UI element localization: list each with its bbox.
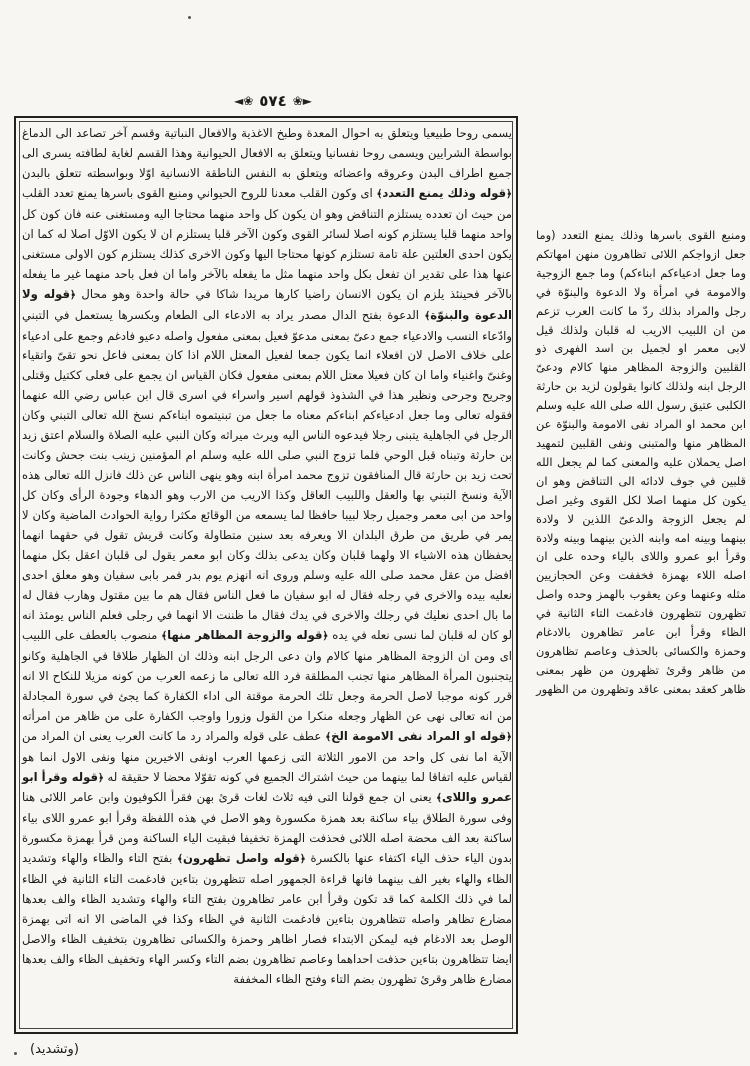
- commentary-text: الدعوة بفتح الدال مصدر يراد به الادعاء الى الطعام وبكسرها يستعمل في التبني وادّعاء النسب والادعياء جمع دعىّ بمعنى مدعوّ فعيل بمعنى مفعول واصله دعيو فادغم وجمع على ادعياء على خلاف الاصل لان افعلاء انما يكون جمعا لفعيل المعتل اللام اذا كان بمعنى فاعل نحو تقىّ واتقياء وغنىّ واغنياء واما ان كان فعيلا معتل اللام بمعنى مفعول فكان القياس ان يجمع على فعلى ككتيل وقتلى وجريح وجرحى ونظير هذا في الشذوذ قولهم اسير واسراء في اسرى قال ابن عباس رضي الله عنهما فقوله تعالى وما جعل ادعياءكم ابناءكم معناه ما جعل من تبنيتموه ابناءكم نسخ الله تعالى التبني وكان الرجل في الجاهلية يتبنى رجلا فيدعوه الناس اليه ويرث ميراثه وكان النبي عليه الصلاة والسلام اعتق زيد بن حارثة وتبناه قبل الوحي فلما تزوج النبي صلى الله عليه وسلم ام المؤمنين زينب بنت جحش وكانت تحت زيد بن حارثة قال المنافقون تزوج محمد امرأة ابنه وهو ينهى الناس عن ذلك فانزل الله تعالى هذه الآية ونسخ التبني بها والعقل واللبيب العاقل وكذا الاريب من الارب وهو الدهاء وجودة الرأى وكان كل واحد من ابى معمر وجميل رجلا لبيبا حافظا لما يسمعه من الوقائع مكثرا رواية الحوادث الماضية وكان لا يمر في طريق من طرق البلدان الا ويعرفه بعد سنين متطاولة وكانت قريش تقول في حقهما انهما يحفظان هذه الاشياء الا ولهما قلبان وكان يدعى بذلك وكان ابو معمر يقول لى قلبان اعقل بكل منهما افضل من عقل محمد صلى الله عليه وسلم وروى انه انهزم يوم بدر فمر بابى سفيان وهو معلق احدى نعليه بيده والاخرى في رجله فقال له ابو سفيان ما فعل الناس فقال هم ما بين مقتول وهارب فقال له ما بال احدى نعليك في رجلك والاخرى في يدك فقال ما ظننت الا انهما في رجلى فعلم الناس يومئذ انه لو كان له قلبان لما نسى نعله في يده: [22, 307, 513, 642]
- margin-base-text: [536, 226, 746, 699]
- commentary-text: منصوب بالعطف على اللبيب اى ومن ان الزوجة المظاهر منها كالام وان دعى الرجل ابنه وذلك ان الظهار طلاقا في الجاهلية وكانو يتجنبون المرأة المظاهر منها تجنب المطلقة فرد الله تعالى ما زعمه العرب من كونه مزيلا للنكاح الا انه قرر كونه موجبا لاصل الحرمة وجعل تلك الحرمة موقتة الى اداء الكفارة كما يجئ في سورة المجادلة من انه تعالى نهى عن الظهار وجعله منكرا من القول وزورا واوجب الكفارة على من ظاهر من امرأته: [22, 627, 512, 723]
- commentary-text: اى وكون القلب معدنا للروح الحيواني ومنبع القوى باسرها يمنع تعدد القلب من حيث ان تعدده يستلزم التناقض وهو ان يكون كل واحد منهما محتاجا اليه ومستغنى عنه فان كون كل واحد منهما قلبا يستلزم كونه اصلا لسائر القوى وكون الآخر قلبا يستلزم ان لا يكون الاوّل اصلا له كما ان يكون احدى العلتين علة تامة تستلزم كونها محتاجا اليها وكون الاخرى كذلك يستلزم كون الاولى مستغنى عنها هذا على تقدير ان تفعل بكل واحد منهما مثل ما يفعله بالآخر واما ان فعل باحد منهما غير ما يفعله بالآخر فحينئذ يلزم ان يكون الانسان راضيا كارها مريدا شاكا في حالة واحدة وهو محال: [22, 185, 513, 301]
- margin-paragraph: ومنبع القوى باسرها وذلك يمنع التعدد (وما جعل ازواجكم اللائى تظاهرون منهن امهاتكم وما جعل ادعياءكم ابناءكم) وما جمع الزوجية والامومة في امرأة ولا الدعوة والبنوّة في رجل والمراد بذلك ردّ ما كانت العرب تزعم من ان اللبيب الاريب له قلبان ولذلك قيل لابى معمر او لجميل بن اسد الفهرى ذو القلبين والزوجة المظاهر منها كالام ودعىّ الرجل ابنه ولذلك كانوا يقولون لزيد بن حارثة الكلبى عتيق رسول الله صلى الله عليه وسلم ابن محمد او المراد نفى الامومة والبنوّة عن المظاهر منها والمتبنى ونفى القلبين لتمهيد اصل يحملان عليه والمعنى كما لم يجعل الله قلبين في جوف لادائه الى التناقض وهو ان يكون كل منهما اصلا لكل القوى وغير اصل لم يجعل الزوجة والدعىّ اللذين لا ولادة بينهما وبينه امه وابنه الذين بينهما وبينه ولادة وقرأ ابو عمرو واللاى بالياء وحده على ان اصله اللاء بهمزة فخففت وعن الحجازيين مثله وعنهما وعن يعقوب بالهمز وحده واصل تظهرون تتظهرون فادغمت التاء الثانية في الظاء وقرأ ابن عامر تظاهرون بالادغام وحمزة والكسائى بالحذف وعاصم تظاهرون من ظاهر وقرئ تظهرون من ظهر بمعنى ظاهر كعقد بمعنى عاقد وتظهرون من الظهور: [536, 228, 746, 696]
- lemma-heading: ﴿قوله وذلك يمنع التعدد﴾: [376, 185, 513, 200]
- commentary-text: يعنى ان جمع قولنا التى فيه ثلاث لغات قرئ بهن فقرأ الكوفيون وابن عامر اللائى هنا وفى سورة الطلاق بياء ساكنة بعد همزة مكسورة وهو الاصل في هذه اللفظة وقرأ ابو عمرو اللاى بياء ساكنة بعد الف محضة اصله اللائى فحذفت الهمزة تخفيفا فبقيت الياء الساكنة ومن قرأ بهمزة مكسورة بدون الياء حذف الياء اكتفاء عنها بالكسرة: [22, 790, 513, 866]
- lemma-heading: ﴿قوله ولا الدعوة والبنوّة﴾: [22, 286, 512, 322]
- lemma-heading: ﴿قوله والزوجة المظاهر منها﴾: [161, 627, 329, 642]
- page-number: ٥٧٤: [259, 92, 287, 110]
- catchword: (وتشديد): [30, 1042, 79, 1057]
- ornament-left-icon: ◄❀: [233, 94, 254, 108]
- ornament-right-icon: ❀►: [292, 94, 313, 108]
- paper-speck: [188, 16, 191, 19]
- page-number-header: [218, 88, 328, 114]
- lemma-heading: ﴿قوله او المراد نفى الامومة الخ﴾: [325, 728, 512, 743]
- commentary-text: عطف على قوله والمراد رد ما كانت العرب يعنى ان المراد من الآية اما نفى كل واحد من الامور الثلاثة التى زعمها العرب اونفى الاخيرين منها ونفى الاول انما هو لقياس عليه اتفاقا لما بينهما من حيث اشتراك الجميع في كونه تقوّلا محضا لا حقيقة له: [22, 728, 512, 784]
- commentary-paragraph: [22, 124, 512, 990]
- lemma-heading: ﴿قوله وقرأ ابو عمرو واللاى﴾: [22, 769, 512, 805]
- paper-speck: [14, 1052, 17, 1055]
- main-commentary: [22, 124, 512, 990]
- commentary-text: بفتح التاء والظاء والهاء وتشديد الظاء والهاء بغير الف بينهما فانها قراءة الجمهور اصله تتظهرون بتاءين فادغمت التاء الثانية في الظاء لما في ذلك الكلمة كما قد تكون وقرأ ابن عامر تظاهرون بفتح التاء والهاء وتشديد الظاء والف بعدها مضارع تظاهر واصله تتظاهرون بتاءين فادغمت الثانية في الظاء وكذا في الماضى الا انه اتى بهمزة الوصل بعد الادغام فيه ليمكن الابتداء فصار اظاهر وحمزة والكسائى تظاهرون بتخفيف الظاء والاصل ايضا تتظاهرون بتاءين حذفت احداهما وعاصم تظاهرون بضم التاء وكسر الهاء وتخفيف الظاء والف بعدها مضارع ظاهر وقرئ تظهرون بضم التاء وفتح الظاء المخففة: [22, 851, 512, 987]
- commentary-text: يسمى روحا طبيعيا ويتعلق به احوال المعدة وطبخ الاغذية والافعال النباتية وقسم آخر تصاعد الى الدماغ بواسطة الشرايين ويسمى روحا نفسانيا ويتعلق به الافعال الحيوانية وهذا القسم لغاية لطافته يسرى الى جميع اطراف البدن وعروقه واعضائه ويتعلق به النفس الناطقة الانسانية اوّلا وبواسطته تتعلق بالبدن: [22, 126, 512, 180]
- lemma-heading: ﴿قوله واصل تظهرون﴾: [177, 851, 306, 866]
